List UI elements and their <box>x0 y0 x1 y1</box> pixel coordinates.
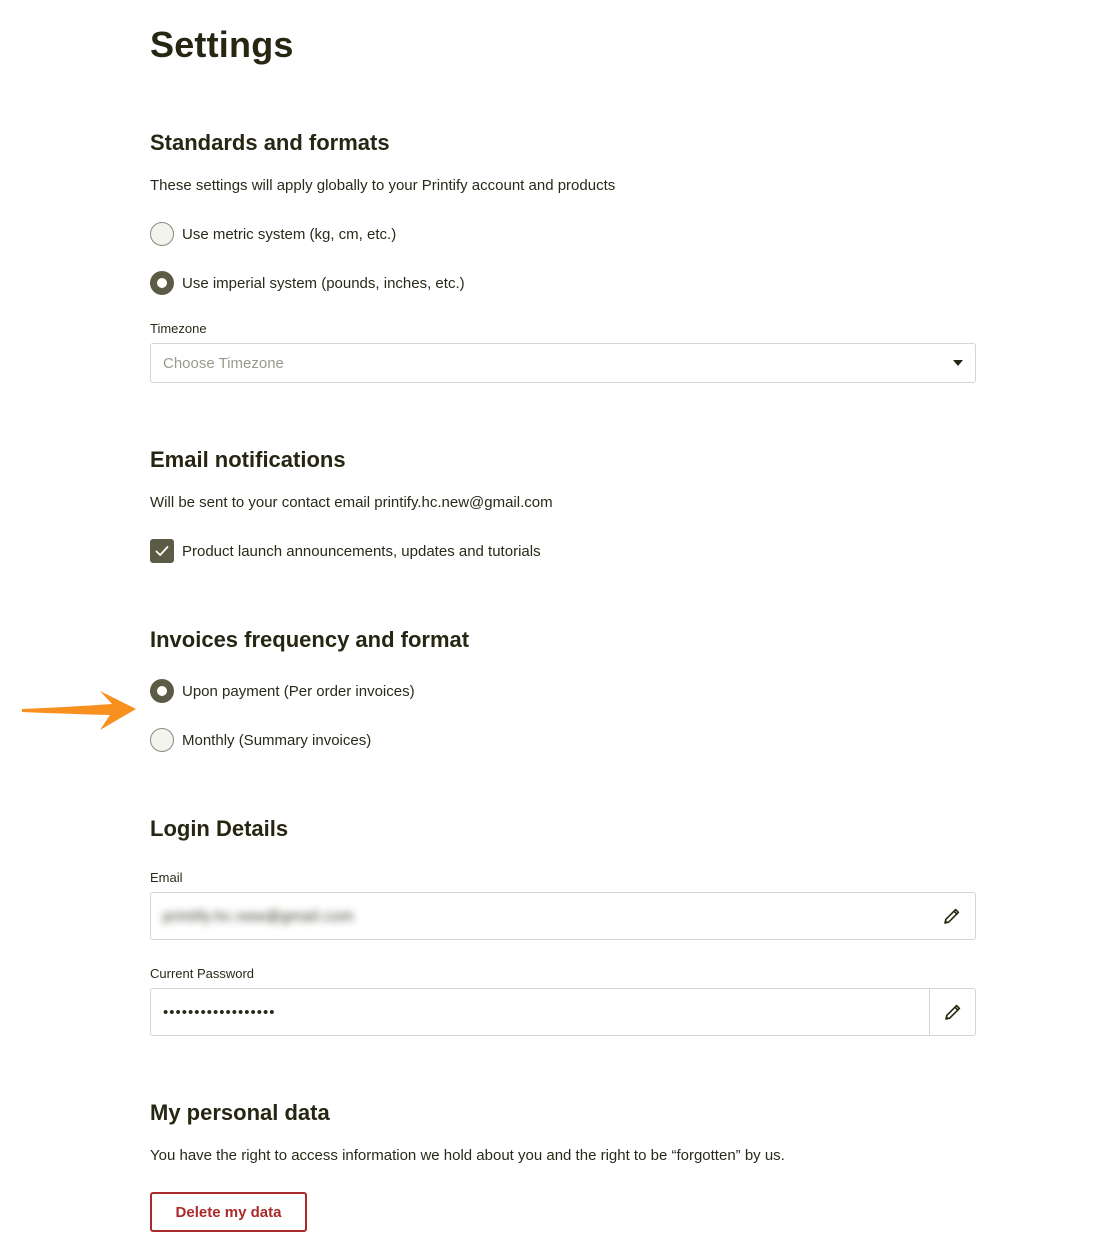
pencil-icon <box>942 906 962 926</box>
email-notifications-title: Email notifications <box>150 447 346 472</box>
product-announcements-option[interactable] <box>150 539 541 563</box>
page-title: Settings <box>150 24 294 65</box>
invoices-title: Invoices frequency and format <box>150 627 470 652</box>
imperial-radio-option[interactable] <box>150 271 465 295</box>
imperial-radio[interactable] <box>150 271 174 295</box>
email-notifications-description: Will be sent to your contact email printify.hc.new@gmail.com <box>150 494 553 511</box>
monthly-radio[interactable] <box>150 728 174 752</box>
imperial-radio-label: Use imperial system (pounds, inches, etc.) <box>182 274 465 292</box>
email-value: printify.hc.new@gmail.com <box>163 907 354 925</box>
metric-radio-label: Use metric system (kg, cm, etc.) <box>182 225 397 243</box>
monthly-label: Monthly (Summary invoices) <box>182 731 372 749</box>
standards-description: These settings will apply globally to your Printify account and products <box>150 177 616 194</box>
product-announcements-checkbox[interactable] <box>150 539 174 563</box>
login-details-title: Login Details <box>150 816 289 841</box>
check-icon <box>154 543 170 559</box>
caret-down-icon <box>953 360 963 366</box>
timezone-select[interactable] <box>150 343 976 383</box>
password-value: •••••••••••••••••• <box>163 1003 276 1021</box>
password-field[interactable] <box>150 988 976 1036</box>
metric-radio-option[interactable] <box>150 222 396 246</box>
annotation-arrow-icon <box>20 688 138 734</box>
edit-password-button[interactable] <box>929 989 975 1035</box>
monthly-radio-option[interactable] <box>150 728 371 752</box>
email-label: Email <box>150 870 183 885</box>
standards-title: Standards and formats <box>150 130 390 155</box>
timezone-placeholder: Choose Timezone <box>163 354 284 372</box>
timezone-label: Timezone <box>150 321 207 336</box>
metric-radio[interactable] <box>150 222 174 246</box>
personal-data-title: My personal data <box>150 1100 330 1125</box>
upon-payment-radio-option[interactable] <box>150 679 415 703</box>
pencil-icon <box>943 1002 963 1022</box>
personal-data-description: You have the right to access information we hold about you and the right to be “forgotten” by us. <box>150 1147 785 1164</box>
edit-email-button[interactable] <box>929 893 975 939</box>
delete-my-data-button[interactable]: Delete my data <box>150 1192 307 1232</box>
email-field[interactable] <box>150 892 976 940</box>
upon-payment-radio[interactable] <box>150 679 174 703</box>
password-label: Current Password <box>150 966 255 981</box>
product-announcements-label: Product launch announcements, updates and tutorials <box>182 542 541 560</box>
upon-payment-label: Upon payment (Per order invoices) <box>182 682 415 700</box>
